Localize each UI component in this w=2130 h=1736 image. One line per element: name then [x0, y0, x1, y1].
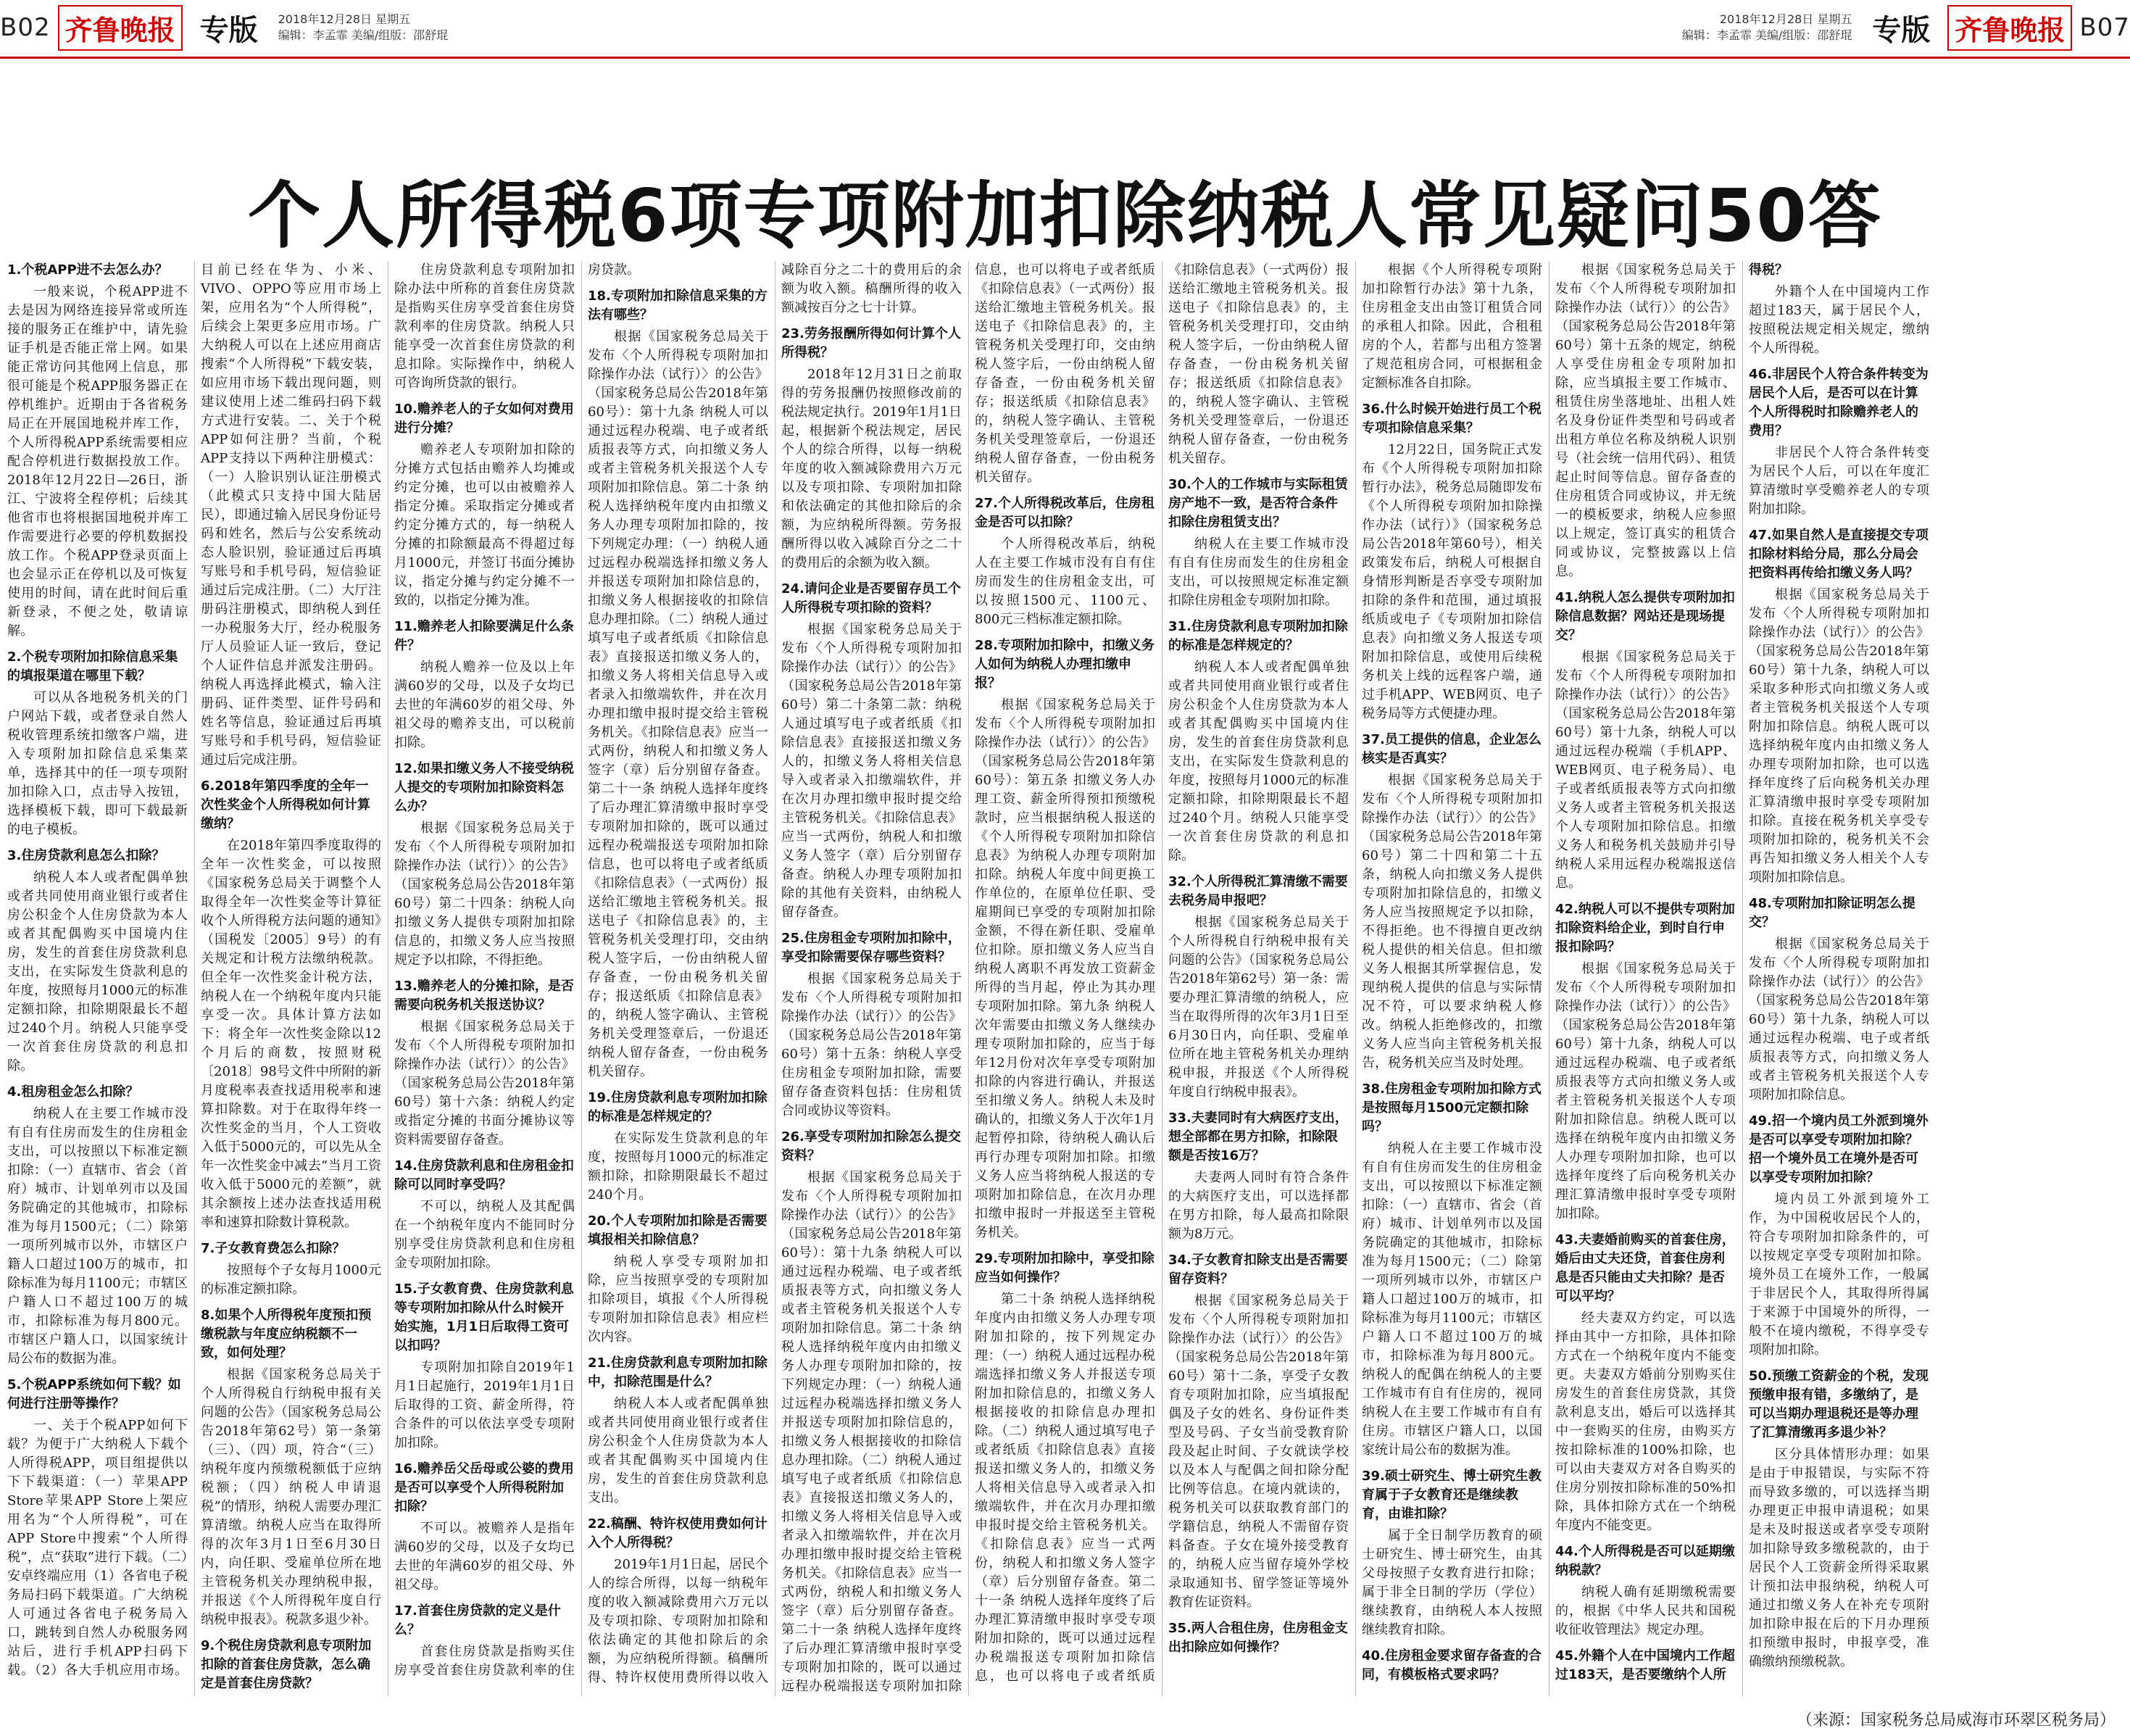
- qa-item: [1749, 365, 1929, 519]
- page-title: 个人所得税6项专项附加扣除纳税人常见疑问50答: [248, 173, 1882, 258]
- qa-item: [588, 287, 768, 1081]
- answer: 按照每个子女每月1000元的标准定额扣除。: [201, 1263, 381, 1297]
- qa-item: [1749, 1367, 1929, 1671]
- page-header-left: [0, 0, 1058, 55]
- question: 26.享受专项附加扣除怎么提交资料？: [781, 1129, 961, 1163]
- qa-item: [394, 977, 575, 1150]
- answer: 纳税人本人或者配偶单独或者共同使用商业银行或者住房公积金个人住房贷款为本人或者其配偶购买中国境内住房，发生的首套住房贷款利息支出，在实际发生贷款利息的年度，按照每月1000元的标准定额扣除，扣除期限最长不超过240个月。纳税人只能享受一次首套住房贷款的利息扣除。: [1168, 660, 1349, 863]
- question: 44.个人所得税是否可以延期缴纳税款？: [1555, 1544, 1735, 1578]
- issue-date: 2018年12月28日 星期五: [1719, 12, 1852, 26]
- qa-item: [1362, 1080, 1542, 1460]
- answer: 纳税人本人或者配偶单独或者共同使用商业银行或者住房公积金个人住房贷款为本人或者其配偶购买中国境内住房，发生的首套住房贷款利息支出。: [588, 1396, 768, 1505]
- question: 48.专项附加扣除证明怎么提交？: [1749, 896, 1915, 930]
- answer: 根据《国家税务总局关于发布〈个人所得税专项附加扣除操作办法（试行）〉的公告》（国家税务总局公告2018年第60号）第十九条，纳税人可以通过远程办税端、电子或者纸质报表等方式，向扣缴义务人或者主管税务机关报送个人专项附加扣除信息。: [1749, 936, 1929, 1102]
- question: 16.赡养岳父岳母或公婆的费用是否可以享受个人所得税附加扣除？: [394, 1461, 574, 1514]
- question: 3.住房贷款利息怎么扣除？: [7, 848, 165, 863]
- question: 41.纳税人怎么提供专项附加扣除信息数据？网站还是现场提交？: [1555, 590, 1735, 643]
- issue-meta: [1682, 12, 1852, 43]
- section-name: 专版: [1872, 13, 1931, 47]
- page-header-right: [1072, 0, 2130, 55]
- answer: 非居民个人符合条件转变为居民个人后，可以在年度汇算清缴时享受赡养老人的专项附加扣除。: [1749, 445, 1929, 517]
- answer: 纳税人赡养一位及以上年满60岁的父母，以及子女均已去世的年满60岁的祖父母、外祖父母的赡养支出，可以税前扣除。: [394, 660, 575, 750]
- question: 29.专项附加扣除中，享受扣除应当如何操作？: [975, 1251, 1155, 1285]
- answer: 12月22日，国务院正式发布《个人所得税专项附加扣除暂行办法》，税务总局随即发布《个人所得税专项附加扣除操作办法（试行）》（国家税务总局公告2018年第60号），相关政策发布后，纳税人可根据自身情形判断是否享受专项附加扣除的条件和范围，通过填报纸质或电子《专项附加扣除信息表》向扣缴义务人报送专项附加扣除信息，或使用后续税务机关上线的远程客户端，通过手机APP、WEB网页、电子税务局等方式便捷办理。: [1362, 442, 1542, 721]
- answer: 境内员工外派到境外工作，为中国税收居民个人的，符合专项附加扣除条件的，可以按规定享受专项附加扣除。境外员工在境外工作，一般属于非居民个人，其取得所得属于来源于中国境外的所得，一般不在境内缴税，不得享受专项附加扣除。: [1749, 1192, 1929, 1358]
- qa-item: [7, 261, 188, 641]
- answer: 第二十条 纳税人选择纳税年度内由扣缴义务人办理专项附加扣除的，按下列规定办理：（一）纳税人通过远程办税端选择扣缴义务人并报送专项附加扣除信息的，扣缴义务人根据接收的扣除信息办理扣除。（二）纳税人通过填写电子或者纸质《扣除信息表》直接报送扣缴义务人的，扣缴义务人将相关信息导入或者录入扣缴端软件，并在次月办理扣缴申报时提交给主管税务机关。《扣除信息表》应当一式两份，纳税人和扣缴义务人签字（章）后分别留存备查。第二十一条 纳税人选择年度终了后办理汇算清缴申报时享受专项附加扣除的，既可以通过远程办税端报送专项附加扣除信息，也可以将电子或者纸质《扣除信息表》（一式两份）报送给汇缴地主管税务机关。报送电子《扣除信息表》的，主管税务机关受理打印，交由纳税人签字后，一份由纳税人留存备查，一份由税务机关留存；报送纸质《扣除信息表》的，纳税人签字确认、主管税务机关受理签章后，一份退还纳税人留存备查，一份由税务机关留存。: [975, 262, 1349, 1684]
- question: 33.夫妻同时有大病医疗支出，想全部都在男方扣除，扣除限额是否按16万？: [1168, 1110, 1348, 1163]
- issue-date: 2018年12月28日 星期五: [278, 12, 411, 26]
- section-name: 专版: [199, 13, 258, 47]
- answer: 纳税人本人或者配偶单独或者共同使用商业银行或者住房公积金个人住房贷款为本人或者其配偶购买中国境内住房，发生的首套住房贷款利息支出，在实际发生贷款利息的年度，按照每月1000元的标准定额扣除，扣除期限最长不超过240个月。纳税人只能享受一次首套住房贷款的利息扣除。: [7, 870, 188, 1073]
- qa-item: [1168, 475, 1349, 610]
- answer: 根据《国家税务总局关于发布〈个人所得税专项附加扣除操作办法（试行）〉的公告》（国家税务总局公告2018年第60号）第十五条：纳税人享受住房租金专项附加扣除，需要留存备查资料包括：住房租赁合同或协议等资料。: [781, 971, 962, 1118]
- answer: 区分具体情形办理：如果是由于申报错误，与实际不符而导致多缴的，可以选择当期办理更正申报申请退税；如果是未及时报送或者享受专项附加扣除导致多缴税款的，由于居民个人工资薪金所得采取累计预扣法申报纳税，纳税人可通过扣缴义务人在补充专项附加扣除申报在后的下月办理预扣预缴申报时，申报享受，准确缴纳预缴税款。: [1749, 1447, 1929, 1669]
- qa-item: [394, 618, 575, 752]
- qa-item: [1362, 400, 1542, 723]
- answer: 根据《国家税务总局关于个人所得税自行纳税申报有关问题的公告》（国家税务总局公告2018年第62号）第一条第（三）、（四）项，符合“（三）纳税年度内预缴税额低于应纳税额；（四）纳税人申请退税”的情形，纳税人需要办理汇算清缴。纳税人应当在取得所得的次年3月1日至6月30日内，向任职、受雇单位所在地主管税务机关办理纳税申报，并报送《个人所得税年度自行纳税申报表》。税款多退少补。: [201, 1367, 381, 1627]
- question: 19.住房贷款利息专项附加扣除的标准是怎样规定的？: [588, 1090, 767, 1124]
- newspaper-logo: 齐鲁晚报: [1947, 5, 2072, 51]
- qa-item: [394, 1280, 575, 1453]
- qa-item: [781, 929, 962, 1121]
- question: 30.个人的工作城市与实际租赁房产地不一致，是否符合条件扣除住房租赁支出？: [1168, 477, 1348, 530]
- question: 40.住房租金要求留存备查的合同，有模板格式要求吗？: [1362, 1648, 1542, 1682]
- qa-item: [394, 760, 575, 970]
- qa-item: [1555, 900, 1736, 1224]
- question: 1.个税APP进不去怎么办？: [7, 262, 168, 278]
- question: 18.专项附加扣除信息采集的方法有哪些？: [588, 288, 767, 323]
- question: 10.赡养老人的子女如何对费用进行分摊？: [394, 402, 574, 436]
- qa-item: [201, 777, 381, 1232]
- qa-item: [1168, 1251, 1349, 1612]
- question: 7.子女教育费怎么扣除？: [201, 1241, 346, 1256]
- answer: 在实际发生贷款利息的年度，按照每月1000元的标准定额扣除，扣除期限最长不超过240个月。: [588, 1131, 768, 1203]
- page-number: B02: [0, 13, 51, 42]
- question: 31.住房贷款利息专项附加扣除的标准是怎样规定的？: [1168, 619, 1348, 653]
- source-credit: （来源：国家税务总局威海市环翠区税务局）: [1796, 1711, 2116, 1729]
- question: 4.租房租金怎么扣除？: [7, 1084, 139, 1100]
- question: 2.个税专项附加扣除信息采集的填报渠道在哪里下载？: [7, 649, 178, 684]
- answer: 根据《国家税务总局关于发布〈个人所得税专项附加扣除操作办法（试行）〉的公告》（国家税务总局公告2018年第60号）：第十九条 纳税人可以通过远程办税端、电子或者纸质报表等方式，向扣缴义务人或者主管税务机关报送个人专项附加扣除信息。第二十条 纳税人选择纳税年度内由扣缴义务人办理专项附加扣除的，按下列规定办理：（一）纳税人通过远程办税端选择扣缴义务人并报送专项附加扣除信息的，扣缴义务人根据接收的扣除信息办理扣除。（二）纳税人通过填写电子或者纸质《扣除信息表》直接报送扣缴义务人的，扣缴义务人将相关信息导入或者录入扣缴端软件，并在次月办理扣缴申报时提交给主管税务机关。《扣除信息表》应当一式两份，纳税人和扣缴义务人签字（章）后分别留存备查。第二十一条 纳税人选择年度终了后办理汇算清缴申报时享受专项附加扣除的，既可以通过远程办税端报送专项附加扣除信息，也可以将电子或者纸质《扣除信息表》（一式两份）报送给汇缴地主管税务机关。报送电子《扣除信息表》的，主管税务机关受理打印，交由纳税人签字后，一份由纳税人留存备查，一份由税务机关留存；报送纸质《扣除信息表》的，纳税人签字确认、主管税务机关受理签章后，一份退还纳税人留存备查，一份由税务机关留存。: [588, 329, 768, 1079]
- answer: 根据《国家税务总局关于发布〈个人所得税专项附加扣除操作办法（试行）〉的公告》（国家税务总局公告2018年第60号）第二十四和第二十五条，纳税人向扣缴义务人提供专项附加扣除信息的，扣缴义务人应当按照规定予以扣除，不得拒绝。也不得擅自更改纳税人提供的相关信息。但扣缴义务人根据其所掌握信息，发现纳税人提供的信息与实际情况不符，可以要求纳税人修改。纳税人拒绝修改的，扣缴义务人应当向主管税务机关报告，税务机关应当及时处理。: [1362, 773, 1542, 1071]
- qa-item: [394, 400, 575, 610]
- question: 8.如果个人所得税年度预扣预缴税款与年度应纳税额不一致，如何处理？: [201, 1308, 372, 1361]
- question: 11.赡养老人扣除要满足什么条件？: [394, 619, 574, 653]
- question: 17.首套住房贷款的定义是什么？: [394, 1603, 561, 1637]
- qa-item: [7, 847, 188, 1076]
- qa-item: [201, 1306, 381, 1629]
- answer: 纳税人在主要工作城市没有自有住房而发生的住房租金支出，可以按照以下标准定额扣除：（一）直辖市、省会（首府）城市、计划单列市以及国务院确定的其他城市，扣除标准为每月1500元；（二）除第一项所列城市以外，市辖区户籍人口超过100万的城市，扣除标准为每月1100元；市辖区户籍人口不超过100万的城市，扣除标准为每月800元。市辖区户籍人口，以国家统计局公布的数据为准。: [7, 1106, 188, 1366]
- answer: 根据《国家税务总局关于个人所得税自行纳税申报有关问题的公告》（国家税务总局公告2018年第62号）第一条：需要办理汇算清缴的纳税人，应当在取得所得的次年3月1日至6月30日内，向任职、受雇单位所在地主管税务机关办理纳税申报，并报送《个人所得税年度自行纳税申报表》。: [1168, 915, 1349, 1100]
- qa-item: [781, 325, 962, 573]
- answer: 纳税人在主要工作城市没有自有住房而发生的住房租金支出，可以按照规定标准定额扣除住房租金专项附加扣除。: [1168, 536, 1349, 608]
- answer: 住房贷款利息专项附加扣除办法中所称的首套住房贷款是指购买住房享受首套住房贷款利率的住房贷款。纳税人只能享受一次首套住房贷款的利息扣除。实际操作中，纳税人可咨询所贷款的银行。: [394, 262, 575, 391]
- answer: 夫妻两人同时有符合条件的大病医疗支出，可以选择都在男方扣除，每人最高扣除限额为8万元。: [1168, 1170, 1349, 1242]
- question: 37.员工提供的信息，企业怎么核实是否真实？: [1362, 732, 1542, 766]
- qa-item: [1749, 526, 1929, 887]
- answer: 不可以。被赡养人是指年满60岁的父母，以及子女均已去世的年满60岁的祖父母、外祖父母。: [394, 1521, 575, 1592]
- qa-item: [1555, 1542, 1736, 1640]
- issue-staff: 编辑：李孟霏 美编/组版：邵舒琨: [278, 28, 449, 42]
- answer: 不可以，纳税人及其配偶在一个纳税年度内不能同时分别享受住房贷款利息和住房租金专项附加扣除。: [394, 1199, 575, 1271]
- answer: 专项附加扣除自2019年1月1日起施行，2019年1月1日后取得的工资、薪金所得，符合条件的可以依法享受专项附加扣除。: [394, 1360, 575, 1450]
- qa-item: [7, 1083, 188, 1369]
- qa-item: [7, 648, 188, 839]
- question: 21.住房贷款利息专项附加扣除中，扣除范围是什么？: [588, 1355, 767, 1390]
- qa-columns: [7, 261, 2123, 1696]
- answer: 首套住房贷款是指购买住房享受首套住房贷款利率的住房贷款。: [394, 262, 640, 1678]
- answer: 纳税人享受专项附加扣除，应当按照享受的专项附加扣除项目，填报《个人所得税专项附加扣除信息表》相应栏次内容。: [588, 1254, 768, 1345]
- answer: 根据《国家税务总局关于发布〈个人所得税专项附加扣除操作办法（试行）〉的公告》（国家税务总局公告2018年第60号）第十九条，纳税人可以采取多种形式向扣缴义务人或者主管税务机关报送个人专项附加扣除信息。纳税人既可以选择纳税年度内由扣缴义务人办理专项附加扣除，也可以选择年度终了后向税务机关办理汇算清缴申报时享受专项附加扣除。直接在税务机关享受专项附加扣除的，税务机关不会再告知扣缴义务人相关个人专项附加扣除信息。: [1749, 587, 1929, 885]
- answer: 根据《国家税务总局关于发布〈个人所得税专项附加扣除操作办法（试行）〉的公告》（国家税务总局公告2018年第60号）第二十条第二款：纳税人通过填写电子或者纸质《扣除信息表》直接报送扣缴义务人的，扣缴义务人将相关信息导入或者录入扣缴端软件，并在次月办理扣缴申报时提交给主管税务机关。《扣除信息表》应当一式两份，纳税人和扣缴义务人签字（章）后分别留存备查。纳税人办理专项附加扣除的其他有关资料，由纳税人留存备查。: [781, 622, 962, 920]
- answer: 根据《国家税务总局关于发布〈个人所得税专项附加扣除操作办法（试行）〉的公告》（国家税务总局公告2018年第60号）第二十四条：纳税人向扣缴义务人提供专项附加扣除信息的，扣缴义务人应当按照规定予以扣除，不得拒绝。: [394, 821, 575, 968]
- question: 43.夫妻婚前购买的首套住房，婚后由丈夫还贷，首套住房利息是否只能由丈夫扣除？是否可以平均？: [1555, 1232, 1735, 1304]
- qa-item: [1362, 731, 1542, 1073]
- question: 5.个税APP系统如何下载？如何进行注册等操作？: [7, 1377, 181, 1411]
- answer: 属于全日制学历教育的硕士研究生、博士研究生，由其父母按照子女教育进行扣除；属于非全日制的学历（学位）继续教育，由纳税人本人按照继续教育扣除。: [1362, 1528, 1542, 1637]
- answer: 根据《国家税务总局关于发布〈个人所得税专项附加扣除操作办法（试行）〉的公告》（国家税务总局公告2018年第60号）第十六条：纳税人约定或指定分摊的书面分摊协议等资料需要留存备查。: [394, 1019, 575, 1147]
- header-divider: [0, 57, 2130, 59]
- question: 47.如果自然人是直接提交专项扣除材料给分局，那么分局会把资料再传给扣缴义务人吗？: [1749, 528, 1929, 581]
- answer: 经夫妻双方约定，可以选择由其中一方扣除，具体扣除方式在一个纳税年度内不能变更。夫妻双方婚前分别购买住房发生的首套住房贷款，其贷款利息支出，婚后可以选择其中一套购买的住房，由购买方按扣除标准的100%扣除，也可以由夫妻双方对各自购买的住房分别按扣除标准的50%扣除，具体扣除方式在一个纳税年度内不能变更。: [1555, 1311, 1736, 1533]
- newspaper-logo: 齐鲁晚报: [58, 5, 183, 51]
- question: 38.住房租金专项附加扣除方式是按照每月1500元定额扣除吗？: [1362, 1081, 1542, 1134]
- question: 34.子女教育扣除支出是否需要留存资料？: [1168, 1253, 1348, 1287]
- question: 50.预缴工资薪金的个税，发现预缴申报有错，多缴纳了，是可以当期办理退税还是等办理了汇算清缴再多退少补？: [1749, 1369, 1929, 1440]
- answer: 根据《国家税务总局关于发布〈个人所得税专项附加扣除操作办法（试行）〉的公告》（国家税务总局公告2018年第60号）第十九条，纳税人可以通过远程办税端、电子或者纸质报表等方式向扣缴义务人或者主管税务机关报送个人专项附加扣除信息。纳税人既可以选择在纳税年度内由扣缴义务人办理专项附加扣除，也可以选择年度终了后向税务机关办理汇算清缴申报时享受专项附加扣除。: [1555, 961, 1736, 1221]
- qa-item: [394, 1157, 575, 1273]
- question: 25.住房租金专项附加扣除中，享受扣除需要保存哪些资料？: [781, 931, 961, 965]
- question: 9.个税住房贷款利息专项附加扣除的首套住房贷款，怎么确定是首套住房贷款？: [201, 1638, 372, 1691]
- answer: 一般来说，个税APP进不去是因为网络连接异常或所连接的服务正在维护中，请先验证手机是否能正常上网。如果能正常访问其他网上信息，那很可能是个税APP服务器正在停机维护。近期由于各省税务局正在开展国地税并库工作，个人所得税APP系统需要相应配合停机进行数据投放工作。2018年12月22日—26日，浙江、宁波将全程停机；后续其他省市也将根据国地税并库工作需要进行必要的停机数据投放工作。个税APP登录页面上也会显示正在停机以及可恢复使用的时间，请在此时间后重新登录，不便之处，敬请谅解。: [7, 284, 188, 639]
- answer: 2019年1月1日起，居民个人的综合所得，以每一纳税年度的收入额减除费用六万元以及专项扣除、专项附加扣除和依法确定的其他扣除后的余额，为应纳税所得额。稿酬所得、特许权使用费所得以收入减除百分之二十的费用后的余额为收入额。稿酬所得的收入额减按百分之七十计算。: [588, 262, 962, 1685]
- question: 6.2018年第四季度的全年一次性奖金个人所得税如何计算缴纳？: [201, 778, 370, 831]
- qa-item: [1555, 1231, 1736, 1535]
- question: 45.外籍个人在中国境内工作超过183天，是否要缴纳个人所得税？: [1555, 262, 1788, 1682]
- question: 49.招一个境内员工外派到境外是否可以享受专项附加扣除？招一个境外员工在境外是否可以享受专项附加扣除？: [1749, 1113, 1929, 1185]
- qa-item: [1168, 873, 1349, 1102]
- question: 14.住房贷款利息和住房租金扣除可以同时享受吗？: [394, 1158, 574, 1192]
- question: 20.个人专项附加扣除是否需要填报相关扣除信息？: [588, 1213, 767, 1247]
- qa-item: [201, 1239, 381, 1299]
- qa-item: [1555, 589, 1736, 893]
- qa-item: [975, 494, 1155, 629]
- answer: 外籍个人在中国境内工作超过183天，属于居民个人，按照税法规定相关规定，缴纳个人所得税。: [1749, 284, 1929, 356]
- answer: 可以从各地税务机关的门户网站下载，或者登录自然人税收管理系统扣缴客户端，进入专项附加扣除信息采集菜单，选择其中的任一项专项附加扣除入口，点击导入按钮，选择模板下载，即可下载最新的电子模板。: [7, 690, 188, 837]
- answer: 赡养老人专项附加扣除的分摊方式包括由赡养人均摊或约定分摊，也可以由被赡养人指定分摊。采取指定分摊或者约定分摊方式的，每一纳税人分摊的扣除额最高不得超过每月1000元，并签订书面分摊协议，指定分摊与约定分摊不一致的，以指定分摊为准。: [394, 442, 575, 608]
- answer: 在2018年第四季度取得的全年一次性奖金，可以按照《国家税务总局关于调整个人取得全年一次性奖金等计算征收个人所得税方法问题的通知》（国税发〔2005〕9号）的有关规定和计税方法缴纳税款。但全年一次性奖金计税方法，纳税人在一个纳税年度内只能享受一次。具体计算方法如下：将全年一次性奖金除以12个月后的商数，按照财税〔2018〕98号文件中所附的新月度税率表查找适用税率和速算扣除数。对于在取得年终一次性奖金的当月，个人工资收入低于5000元的，可以先从全年一次性奖金中减去“当月工资收入低于5000元的差额”，就其余额按上述办法查找适用税率和速算扣除数计算税款。: [201, 838, 381, 1230]
- qa-item: [394, 1460, 575, 1595]
- qa-item: [588, 1354, 768, 1508]
- answer: 纳税人确有延期缴税需要的，根据《中华人民共和国税收征收管理法》规定办理。: [1555, 1585, 1736, 1637]
- answer: 2018年12月31日之前取得的劳务报酬仍按照修改前的税法规定执行。2019年1月1日起，根据新个税法规定，居民个人的综合所得，以每一纳税年度的收入额减除费用六万元以及专项扣除、专项附加扣除和依法确定的其他扣除后的余额，为应纳税所得额。劳务报酬所得以收入减除百分之二十的费用后的余额为收入额。: [781, 367, 962, 570]
- page-number: B07: [2079, 13, 2130, 42]
- qa-item: [781, 580, 962, 922]
- issue-staff: 编辑：李孟霏 美编/组版：邵舒琨: [1681, 28, 1852, 42]
- answer: 个人所得税改革后，纳税人在主要工作城市没有自有住房而发生的住房租金支出，可以按照1500元、1100元、800元三档标准定额扣除。: [975, 536, 1155, 627]
- question: 15.子女教育费、住房贷款利息等专项附加扣除从什么时候开始实施，1月1日后取得工资可以扣吗？: [394, 1282, 574, 1353]
- answer: 根据《国家税务总局关于发布〈个人所得税专项附加扣除操作办法（试行）〉的公告》（国家税务总局公告2018年第60号）第十九条，纳税人可以通过远程办税端（手机APP、WEB网页、电子税务局）、电子或者纸质报表等方式向扣缴义务人或者主管税务机关报送个人专项附加扣除信息。扣缴义务人和税务机关鼓励并引导纳税人采用远程办税端报送信息。: [1555, 649, 1736, 891]
- qa-item: [1168, 1109, 1349, 1244]
- question: 39.硕士研究生、博士研究生教育属于子女教育还是继续教育，由谁扣除？: [1362, 1469, 1542, 1521]
- answer: 根据《国家税务总局关于发布〈个人所得税专项附加扣除操作办法（试行）〉的公告》（国家税务总局公告2018年第60号）第十五条的规定，纳税人享受住房租金专项附加扣除，应当填报主要工作城市、租赁住房坐落地址、出租人姓名及身份证件类型和号码或者出租方单位名称及纳税人识别号（社会统一信用代码）、租赁起止时间等信息。留存备查的住房租赁合同或协议，并无统一的模板要求，纳税人应参照以上规定，签订真实的租赁合同或协议，完整披露以上信息。: [1555, 262, 1736, 579]
- qa-item: [1362, 1467, 1542, 1640]
- qa-item: [975, 636, 1155, 1242]
- question: 22.稿酬、特许权使用费如何计入个人所得税？: [588, 1516, 767, 1550]
- issue-meta: [278, 12, 448, 43]
- qa-item: [588, 1089, 768, 1205]
- question: 32.个人所得税汇算清缴不需要去税务局申报吧？: [1168, 874, 1348, 908]
- answer: 一、关于个税APP如何下载？为便于广大纳税人下载个人所得税APP，项目组提供以下下载渠道：（一）苹果APP Store苹果APP Store上架应用名为“个人所得税”，可在APP Store中搜索“个人所得税”，点“获取”进行下载。（二）安卓终端应用（1）各省电子税务局扫码下载渠道。广大纳税人可通过各省电子税务局入口，跳转到自然人办税服务网站后，进行手机APP扫码下载。（2）各大手机应用市场。目前已经在华为、小米、VIVO、OPPO等应用市场上架，应用名为“个人所得税”，后续会上架更多应用市场。广大纳税人可以在上述应用商店搜索“个人所得税”下载安装，如应用市场下载出现问题，则建议使用上述二维码扫码下载方式进行安装。二、关于个税APP如何注册？当前，个税APP支持以下两种注册模式：（一）人脸识别认证注册模式（此模式只支持中国大陆居民），即通过输入居民身份证号码和姓名，然后与公安系统动态人脸识别，验证通过后再填写账号和手机号码，短信验证通过后完成注册。（二）大厅注册码注册模式，即纳税人到任一办税服务大厅，经办税服务厅人员验证人证一致后，登记个人证件信息并派发注册码。纳税人再选择此模式，输入注册码、证件类型、证件号码和姓名等信息，验证通过后再填写账号和手机号码，短信验证通过后完成注册。: [7, 262, 381, 1678]
- qa-item: [1749, 894, 1929, 1105]
- question: 36.什么时候开始进行员工个税专项扣除信息采集？: [1362, 402, 1542, 436]
- question: 24.请问企业是否要留存员工个人所得税专项扣除的资料？: [781, 581, 961, 615]
- question: 23.劳务报酬所得如何计算个人所得税？: [781, 326, 961, 360]
- answer: 根据《国家税务总局关于发布〈个人所得税专项附加扣除操作办法（试行）〉的公告》（国家税务总局公告2018年第60号）：第十九条 纳税人可以通过远程办税端、电子或者纸质报表等方式，向扣缴义务人或者主管税务机关报送个人专项附加扣除信息。第二十条 纳税人选择纳税年度内由扣缴义务人办理专项附加扣除的，按下列规定办理：（一）纳税人通过远程办税端选择扣缴义务人并报送专项附加扣除信息的，扣缴义务人根据接收的扣除信息办理扣除。（二）纳税人通过填写电子或者纸质《扣除信息表》直接报送扣缴义务人的，扣缴义务人将相关信息导入或者录入扣缴端软件，并在次月办理扣缴申报时提交给主管税务机关。《扣除信息表》应当一式两份，纳税人和扣缴义务人签字（章）后分别留存备查。第二十一条 纳税人选择年度终了后办理汇算清缴申报时享受专项附加扣除的，既可以通过远程办税端报送专项附加扣除信息，也可以将电子或者纸质《扣除信息表》（一式两份）报送给汇缴地主管税务机关。报送电子《扣除信息表》的，主管税务机关受理打印，交由纳税人签字后，一份由纳税人留存备查，一份由税务机关留存；报送纸质《扣除信息表》的，纳税人签字确认、主管税务机关受理签章后，一份退还纳税人留存备查，一份由税务机关留存。: [781, 262, 1155, 1694]
- qa-item: [1168, 618, 1349, 865]
- qa-item: [588, 1212, 768, 1347]
- answer: 纳税人在主要工作城市没有自有住房而发生的住房租金支出，可以按照以下标准定额扣除：（一）直辖市、省会（首府）城市、计划单列市以及国务院确定的其他城市，扣除标准为每月1500元；（二）除第一项所列城市以外，市辖区户籍人口超过100万的城市，扣除标准为每月1100元；市辖区户籍人口不超过100万的城市，扣除标准为每月800元。纳税人的配偶在纳税人的主要工作城市有自有住房的，视同纳税人在主要工作城市有自有住房。市辖区户籍人口，以国家统计局公布的数据为准。: [1362, 1141, 1542, 1458]
- question: 27.个人所得税改革后，住房租金是否可以扣除？: [975, 496, 1155, 530]
- answer: 根据《国家税务总局关于发布〈个人所得税专项附加扣除操作办法（试行）〉的公告》（国家税务总局公告2018年第60号）第十二条，享受子女教育专项附加扣除，应当填报配偶及子女的姓名、身份证件类型及号码、子女当前受教育阶段及起止时间、子女就读学校以及本人与配偶之间扣除分配比例等信息。在境内就读的，税务机关可以获取教育部门的学籍信息，纳税人不需留存资料备查。子女在境外接受教育的，纳税人应当留存境外学校录取通知书、留学签证等境外教育佐证资料。: [1168, 1293, 1349, 1610]
- question: 42.纳税人可以不提供专项附加扣除资料给企业，到时自行申报扣除吗？: [1555, 902, 1735, 955]
- question: 12.如果扣缴义务人不接受纳税人提交的专项附加扣除资料怎么办？: [394, 761, 574, 814]
- question: 28.专项附加扣除中，扣缴义务人如何为纳税人办理扣缴申报？: [975, 638, 1155, 691]
- question: 35.两人合租住房，住房租金支出扣除应如何操作？: [1168, 1621, 1348, 1655]
- question: 46.非居民个人符合条件转变为居民个人后，是否可以在计算个人所得税时扣除赡养老人的费用？: [1749, 367, 1929, 439]
- answer: 根据《国家税务总局关于发布〈个人所得税专项附加扣除操作办法（试行）〉的公告》（国家税务总局公告2018年第60号）：第五条 扣缴义务人办理工资、薪金所得预扣预缴税款时，应当根据纳税人报送的《个人所得税专项附加扣除信息表》为纳税人办理专项附加扣除。纳税人年度中间更换工作单位的，在原单位任职、受雇期间已享受的专项附加扣除金额，不得在新任职、受雇单位扣除。原扣缴义务人应当自纳税人离职不再发放工资薪金所得的当月起，停止为其办理专项附加扣除。第九条 纳税人次年需要由扣缴义务人继续办理专项附加扣除的，应当于每年12月份对次年享受专项附加扣除的内容进行确认，并报送至扣缴义务人。纳税人未及时确认的，扣缴义务人于次年1月起暂停扣除，待纳税人确认后再行办理专项附加扣除。扣缴义务人应当将纳税人报送的专项附加扣除信息，在次月办理扣缴申报时一并报送至主管税务机关。: [975, 697, 1155, 1240]
- answer: 根据《个人所得税专项附加扣除暂行办法》第十九条，住房租金支出由签订租赁合同的承租人扣除。因此，合租租房的个人，若都与出租方签署了规范租房合同，可根据租金定额标准各自扣除。: [1362, 262, 1542, 391]
- question: 13.赡养老人的分摊扣除，是否需要向税务机关报送协议？: [394, 979, 574, 1013]
- qa-item: [1749, 1112, 1929, 1360]
